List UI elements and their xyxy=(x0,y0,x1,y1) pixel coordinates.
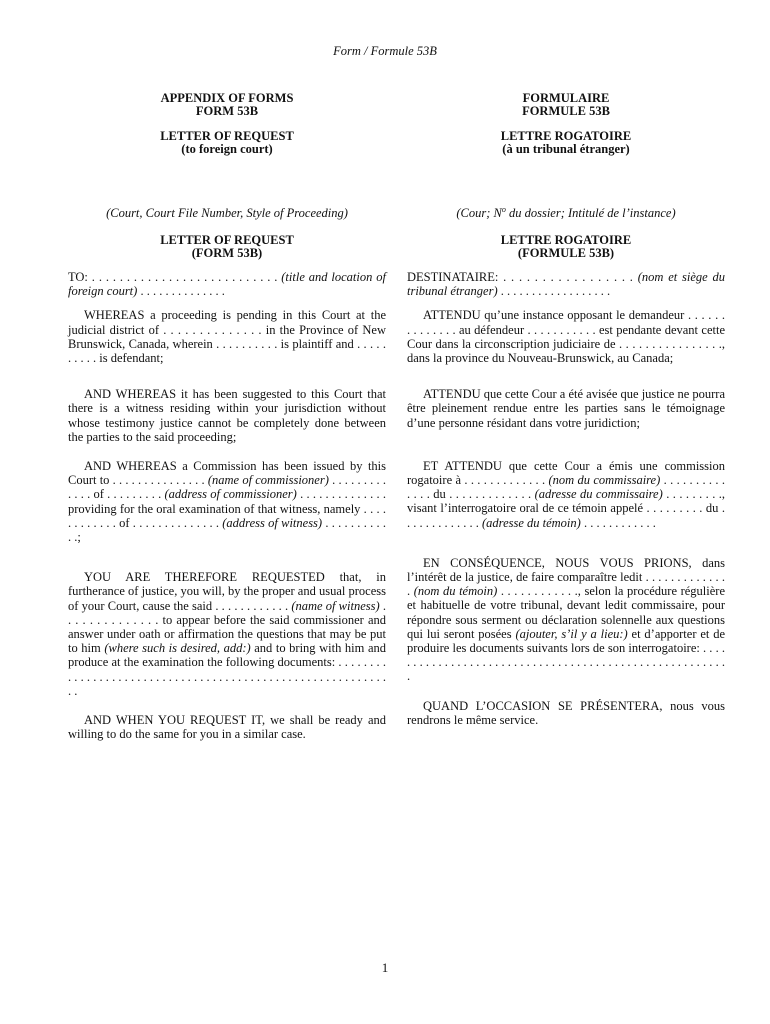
reciprocite-paragraph: QUAND L’OCCASION SE PRÉSENTERA, nous vous rendrons le même service. xyxy=(407,698,725,727)
form-number-heading: FORM 53B xyxy=(195,104,259,118)
letter-title: LETTER OF REQUEST xyxy=(160,129,294,143)
running-header: Form / Formule 53B xyxy=(333,44,437,58)
french-column xyxy=(407,92,725,727)
lettre-title: LETTRE ROGATOIRE xyxy=(500,129,632,143)
addressee-paragraph: TO: . . . . . . . . . . . . . . . . . . . . . . . . . . . (title and location of foreign court) . . . . . . . . . . . . . . xyxy=(68,270,386,299)
lettre-title-repeat: LETTRE ROGATOIRE xyxy=(500,233,632,247)
style-of-proceeding-caption: (Court, Court File Number, Style of Proceeding) xyxy=(106,206,348,220)
destinataire-paragraph: DESTINATAIRE: . . . . . . . . . . . . . . . . . (nom et siège du tribunal étranger) . . . . . . . . . . . . . . . . . . xyxy=(407,270,725,299)
whereas-proceeding-paragraph: WHEREAS a proceeding is pending in this Court at the judicial district of . . . . . . . . . . . . . . in the Province of New Brunswick, Canada, wherein . . . . . . . . . . is plaintiff and . . . . . . . . . . is defendant; xyxy=(68,308,386,366)
appendix-heading: APPENDIX OF FORMS xyxy=(160,91,294,105)
formule-number-repeat: (FORMULE 53B) xyxy=(517,246,615,260)
whereas-commission-paragraph: AND WHEREAS a Commission has been issued by this Court to . . . . . . . . . . . . . . . (name of commissioner) . . . . . . . . . . . . . of . . . . . . . . . (address of commissioner) . . . . . . . . . . . . . . providing for the oral examination of that witness, namely . . . . . . . . . . . . of . . . . . . . . . . . . . . (address of witness) . . . . . . . . . . . .; xyxy=(68,459,386,545)
consequence-paragraph: EN CONSÉQUENCE, NOUS VOUS PRIONS, dans l’intérêt de la justice, de faire comparaître ledit . . . . . . . . . . . . . . (nom du témoin) . . . . . . . . . . . ., selon la procédure régulière et habituelle de votre tribunal, devant ledit commissaire, pour répondre sous serment ou déclaration solennelle aux questions qui lui seront posées (ajouter, s’il y a lieu:) et d’apporter et de produire les documents suivants lors de son interrogatoire: . . . . . . . . . . . . . . . . . . . . . . . . . . . . . . . . . . . . . . . . . . . . . . . . . . . . . . . . xyxy=(407,555,726,684)
formule-number-heading: FORMULE 53B xyxy=(522,104,610,118)
letter-subtitle: (to foreign court) xyxy=(181,142,273,156)
attendu-temoin-paragraph: ATTENDU que cette Cour a été avisée que justice ne pourra être pleinement rendue entre les parties sans le témoignage d’une personne résidant dans votre juridiction; xyxy=(407,387,725,430)
attendu-instance-paragraph: ATTENDU qu’une instance opposant le demandeur . . . . . . . . . . . . . . au défendeur . . . . . . . . . . . est pendante devant cette Cour dans la circonscription judiciaire de . . . . . . . . . . . . . . . ., dans la province du Nouveau-Brunswick, au Canada; xyxy=(407,308,725,366)
english-column xyxy=(68,92,386,741)
lettre-subtitle: (à un tribunal étranger) xyxy=(502,142,630,156)
form-number-repeat: (FORM 53B) xyxy=(191,246,263,260)
letter-title-repeat: LETTER OF REQUEST xyxy=(160,233,294,247)
request-paragraph: YOU ARE THEREFORE REQUESTED that, in furtherance of justice, you will, by the proper and usual process of your Court, cause the said . . . . . . . . . . . . (name of witness) . . . . . . . . . . . . . . to appear before the said commissioner and answer under oath or affirmation the questions that may be put to him (where such is desired, add:) and to bring with him and produce at the examination the following documents: . . . . . . . . . . . . . . . . . . . . . . . . . . . . . . . . . . . . . . . . . . . . . . . . . . . . . . . . . . . . . xyxy=(68,570,387,698)
intitule-caption: (Cour; $N^o$ du dossier; Intitulé de l’instance) xyxy=(456,204,676,220)
whereas-witness-paragraph: AND WHEREAS it has been suggested to this Court that there is a witness residing within your jurisdiction without whose testimony justice cannot be completely done between the parties to the said proceeding; xyxy=(68,387,386,444)
formulaire-heading: FORMULAIRE xyxy=(522,91,610,105)
reciprocity-paragraph: AND WHEN YOU REQUEST IT, we shall be ready and willing to do the same for you in a similar case. xyxy=(68,713,386,742)
attendu-commission-paragraph: ET ATTENDU que cette Cour a émis une commission rogatoire à . . . . . . . . . . . . . (nom du commissaire) . . . . . . . . . . . . . . du . . . . . . . . . . . . . (adresse du commissaire) . . . . . . . . ., visant l’interrogatoire oral de ce témoin appelé . . . . . . . . . du . . . . . . . . . . . . . (adresse du témoin) . . . . . . . . . . . . xyxy=(407,458,726,530)
page-number: 1 xyxy=(381,960,389,975)
